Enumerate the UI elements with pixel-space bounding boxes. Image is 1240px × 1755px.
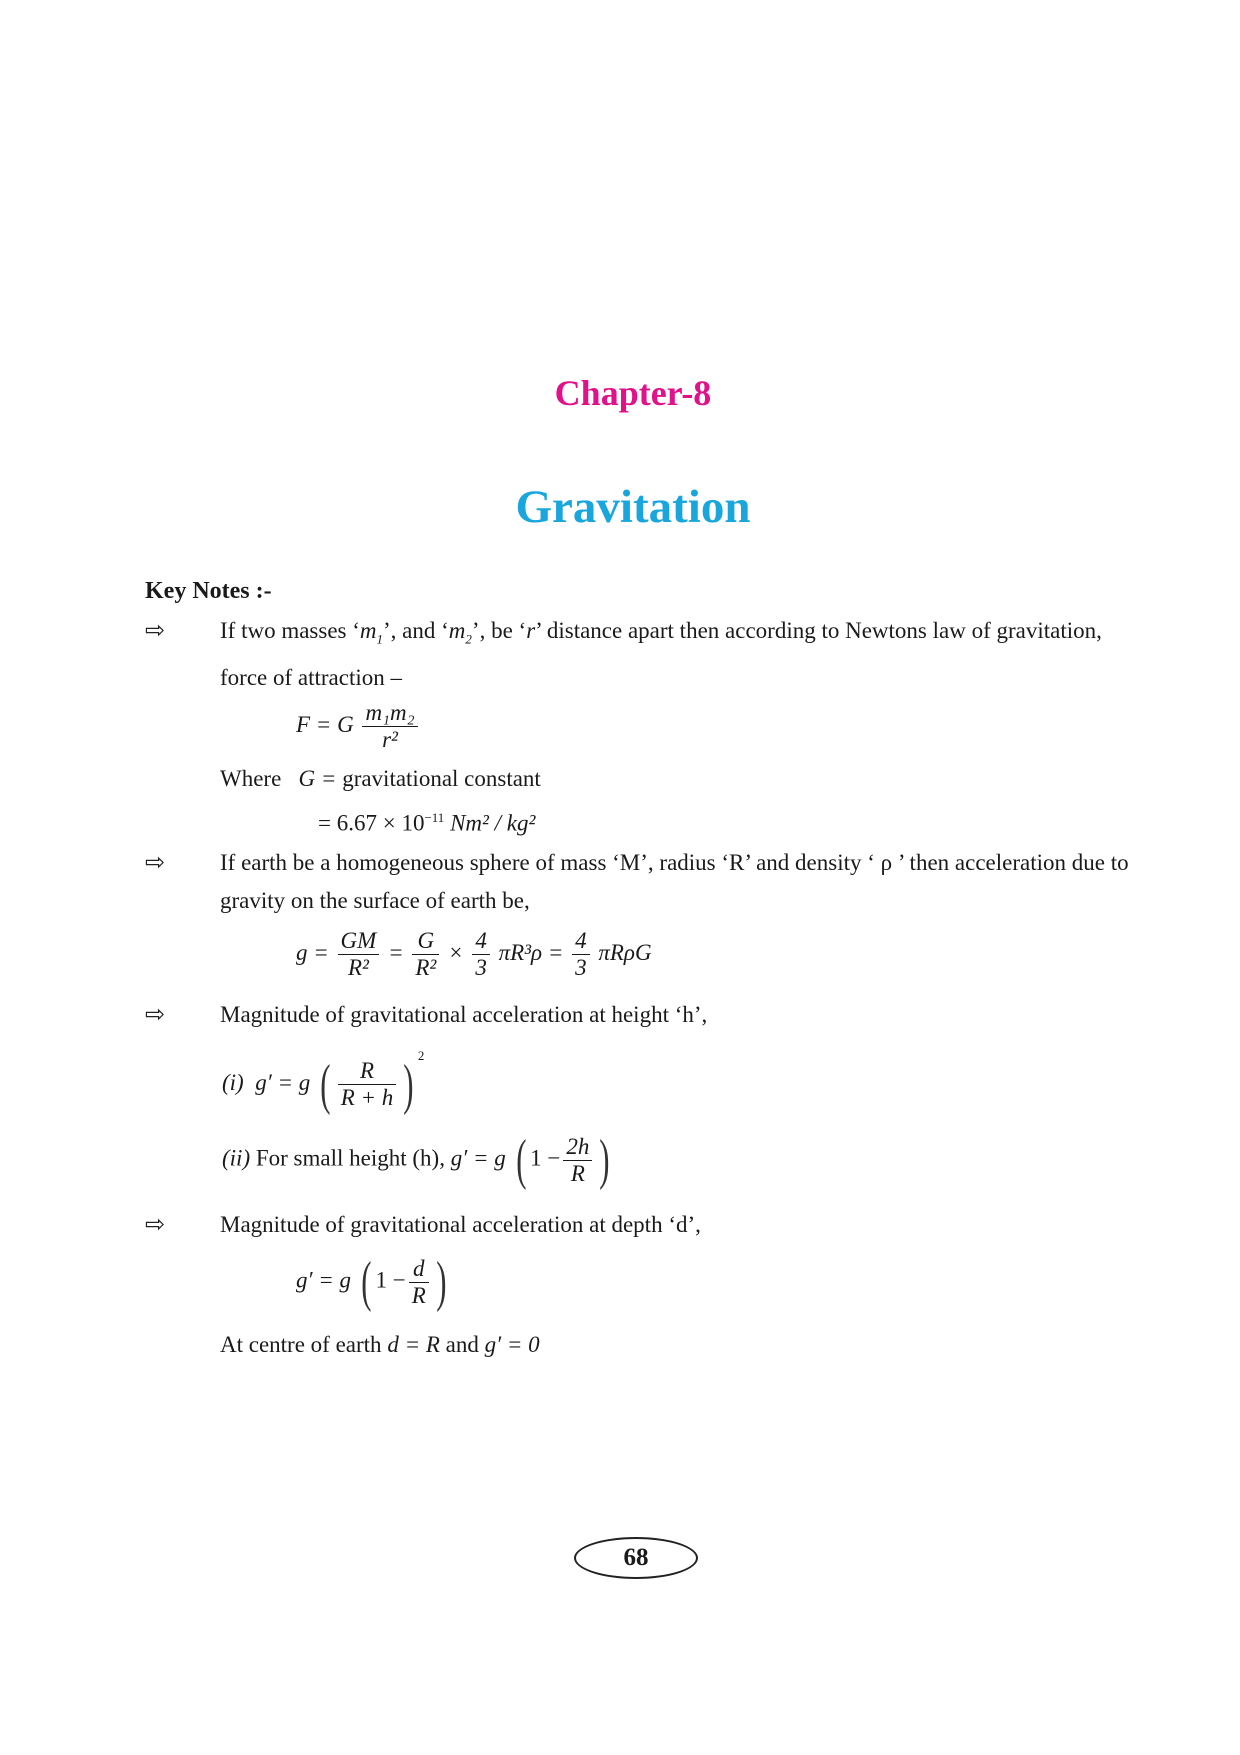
chapter-title: Gravitation <box>515 481 751 533</box>
note-1-text: If two masses ‘$m_1$’, and ‘$m_2$’, be ‘r’ distance apart then according to Newtons law of gravitation, force of attraction – <box>220 618 1102 690</box>
note-3-text: Magnitude of gravitational acceleration at height ‘h’, <box>220 1002 708 1027</box>
centre-of-earth-note: At centre of earth d = R and g′ = 0 <box>220 1332 540 1357</box>
bullet-arrow-icon: ⇨ <box>145 1210 166 1238</box>
page-number: 68 <box>574 1537 698 1579</box>
depth-gravity-equation: g′ = g ( 1 − $\frac{d}{R}$ ) <box>296 1251 447 1313</box>
g-value: = $6.67 \times 10^{-11}$ Nm² / kg² <box>318 810 536 836</box>
height-gravity-equation: (i) g′ = g ( $\frac{R}{R + h}$ ) $^2$ <box>222 1048 425 1116</box>
bullet-arrow-icon: ⇨ <box>145 1000 166 1028</box>
where-g-definition: Where G = gravitational constant <box>220 766 541 791</box>
note-2-text: If earth be a homogeneous sphere of mass ‘M’, radius ‘R’ and density ‘ ρ ’ then acceleration due to gravity on the surface of earth be, <box>220 850 1129 913</box>
key-notes-heading: Key Notes :- <box>145 578 272 604</box>
note-4-text: Magnitude of gravitational acceleration at depth ‘d’, <box>220 1212 701 1237</box>
newton-law-equation: F = G $\frac{\text{m₁m₂}}{\text{r²}}$ <box>296 700 421 753</box>
small-height-equation: (ii) For small height (h), g′ = g ( 1 − $\frac{2h}{R}$ ) <box>222 1129 610 1191</box>
chapter-label: Chapter-8 <box>554 373 712 413</box>
surface-gravity-equation: g = $\frac{GM}{\text{R²}}$ = $\frac{G}{\text{R²}}$ × $\frac{4}{3}$ πR³ρ = $\frac{4}{3}$ πRρG <box>296 928 652 980</box>
bullet-arrow-icon: ⇨ <box>145 848 166 876</box>
bullet-arrow-icon: ⇨ <box>145 616 166 644</box>
